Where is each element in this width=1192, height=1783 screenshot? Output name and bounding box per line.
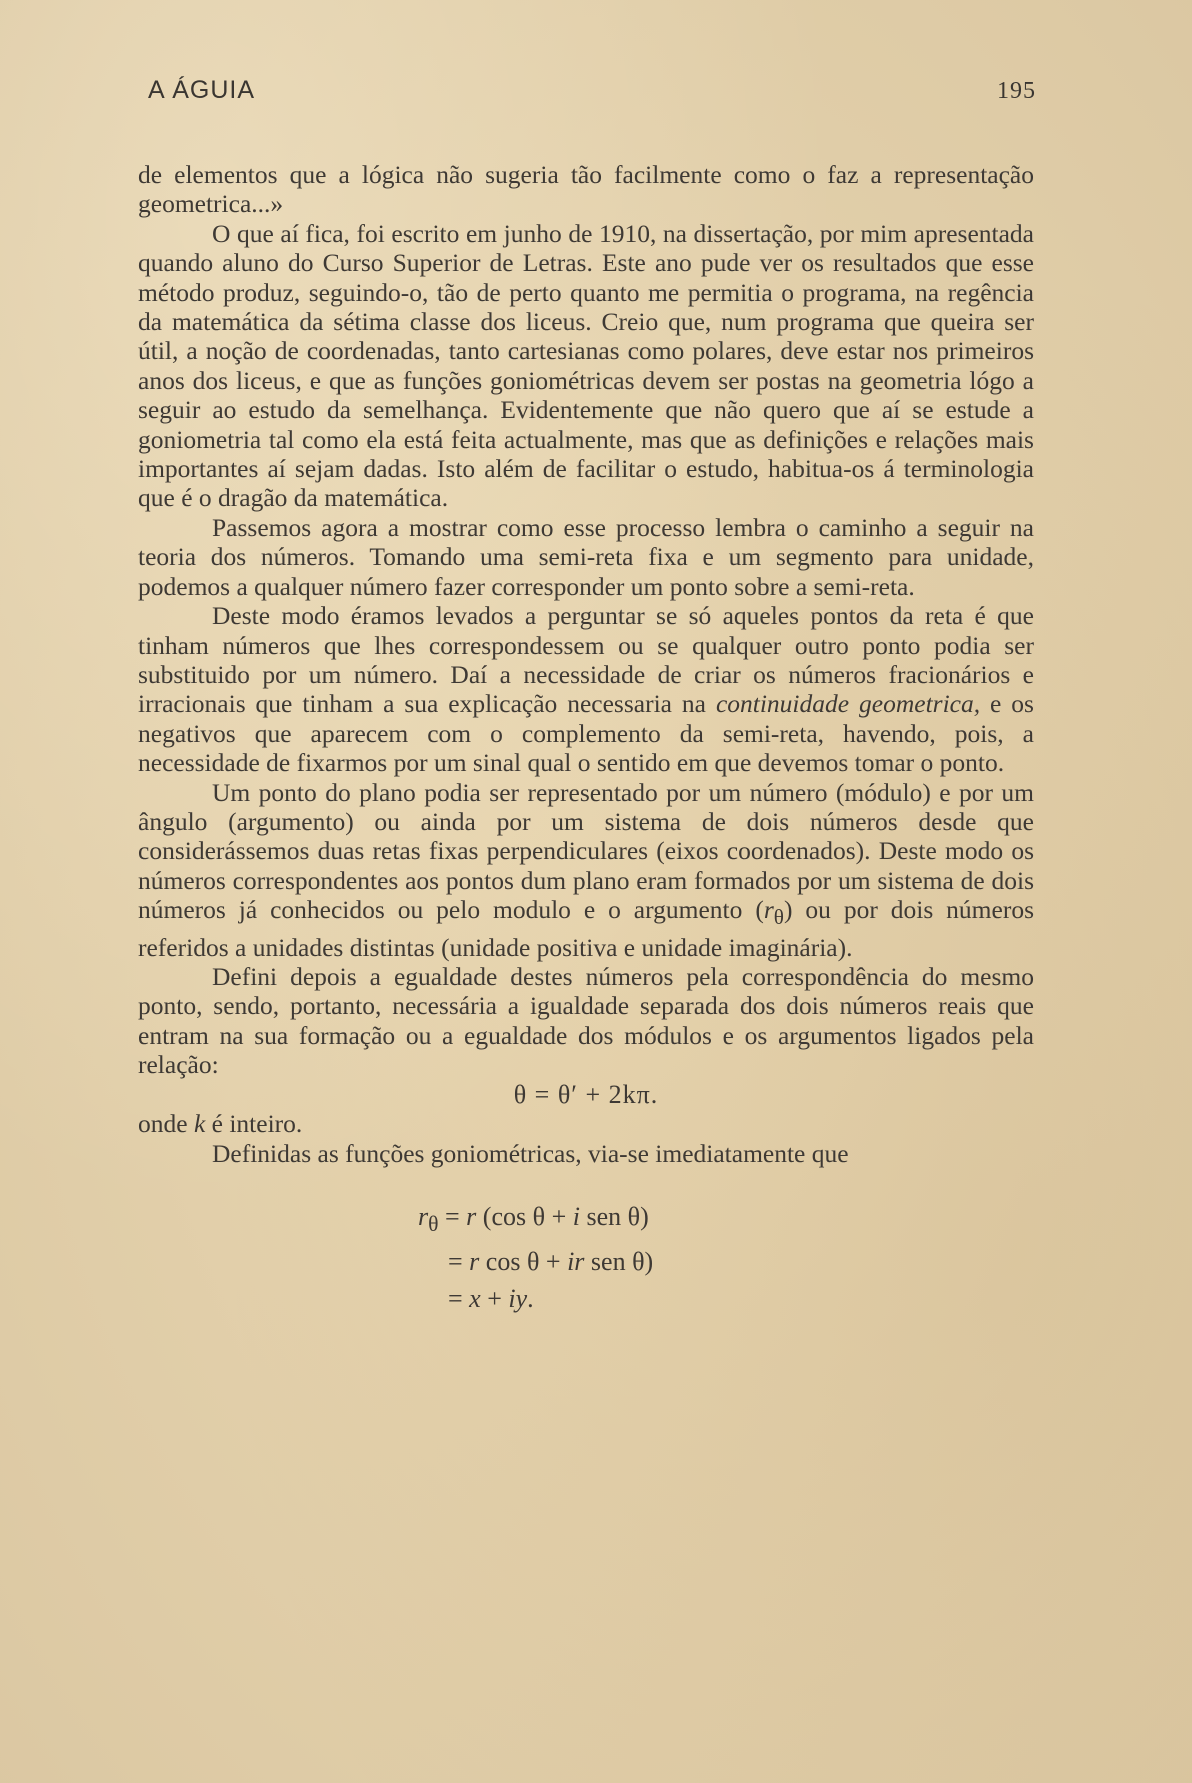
- paragraph-6: Defini depois a egualdade destes números pela correspondência do mesmo ponto, sendo, portanto, necessária a igualdade separada dos dois números reais que entram na sua formação ou a egualdade dos módulos e os argumentos ligados pela relação:: [138, 962, 1034, 1080]
- eq3-x: x: [469, 1284, 481, 1314]
- eq1-part-b: (cos θ +: [476, 1201, 573, 1231]
- eq2-part-c: sen θ): [584, 1247, 654, 1277]
- paragraph-5: [138, 778, 1034, 963]
- paragraph-1: de elementos que a lógica não sugeria tão facilmente como o faz a representação geometrica...»: [138, 160, 1034, 219]
- eq2-ir: ir: [567, 1247, 585, 1277]
- paragraph-2: O que aí fica, foi escrito em junho de 1910, na dissertação, por mim apresentada quando aluno do Curso Superior de Letras. Este ano pude ver os resultados que esse método produz, seguindo-o, tão de perto quanto me permitia o programa, na regência da matemática da sétima classe dos liceus. Creio que, num programa que queira ser útil, a noção de coordenadas, tanto cartesianas como polares, deve estar nos primeiros anos dos liceus, e que as funções goniométricas devem ser postas na geometria lógo a seguir ao estudo da semelhança. Evidentemente que não quero que aí se estude a goniometria tal como ela está feita actualmente, mas que as definições e relações mais importantes aí sejam dadas. Isto além de facilitar o estudo, habitua-os á terminologia que é o dragão da matemática.: [138, 218, 1034, 513]
- equation-block: [418, 1198, 1034, 1317]
- equation-note-before: onde: [138, 1109, 194, 1139]
- page-number: 195: [997, 78, 1036, 104]
- equation-line-3: [418, 1280, 1034, 1317]
- equation-note-var: k: [193, 1109, 206, 1139]
- eq3-part-b: +: [480, 1284, 509, 1314]
- paragraph-3: Passemos agora a mostrar como esse processo lembra o caminho a seguir na teoria dos números. Tomando uma semi-reta fixa e um segmento para unidade, podemos a qualquer número fazer corresponder um ponto sobre a semi-reta.: [138, 512, 1034, 601]
- paragraph-5-part-2: ) ou por dois números referidos a unidades distintas (unidade positiva e unidade imaginária).: [138, 895, 1035, 962]
- eq1-part-c: sen θ): [579, 1201, 649, 1231]
- eq2-r: r: [469, 1247, 480, 1277]
- eq1-lhs-sub: θ: [428, 1212, 439, 1237]
- eq1-i: i: [572, 1201, 580, 1231]
- paragraph-5-part-1: Um ponto do plano podia ser representado por um número (módulo) e por um ângulo (argumento) ou ainda por um sistema de dois números desde que considerássemos duas retas fixas perpendiculares (eixos coordenados). Deste modo os números correspondentes aos pontos dum plano eram formados por um sistema de dois números já conhecidos ou pelo modulo e o argumento (: [138, 777, 1034, 925]
- italic-phrase: continuidade geometrica,: [715, 689, 981, 719]
- equation-theta: θ = θ′ + 2kπ.: [513, 1079, 659, 1109]
- eq1-part-a: =: [438, 1201, 467, 1231]
- eq2-part-a: =: [448, 1247, 470, 1277]
- eq1-lhs: r: [418, 1201, 429, 1231]
- paragraph-final: Definidas as funções goniométricas, via-se imediatamente que: [212, 1138, 849, 1168]
- eq3-iy: iy: [508, 1284, 528, 1314]
- paragraph-4-part-2: e os negativos que aparecem com o complemento da semi-reta, havendo, pois, a necessidade de fixarmos por um sinal qual o sentido em que devemos tomar o ponto.: [138, 689, 1034, 778]
- equation-note-after: é inteiro.: [205, 1109, 303, 1139]
- eq3-part-c: .: [527, 1284, 534, 1314]
- paragraph-4-part-1: Deste modo éramos levados a perguntar se só aqueles pontos da reta é que tinham números que lhes correspondessem ou se qualquer outro ponto podia ser substituido por um número. Daí a necessidade de criar os números fracionários e irracionais que tinham a sua explicação necessaria na: [138, 601, 1034, 719]
- running-head: A ÁGUIA: [148, 76, 256, 104]
- body-text: [138, 160, 1034, 1317]
- eq3-part-a: =: [448, 1284, 470, 1314]
- paragraph-4: [138, 601, 1034, 777]
- page-header: [148, 76, 1036, 110]
- eq1-r: r: [466, 1201, 477, 1231]
- equation-line-1: [418, 1198, 1034, 1243]
- equation-note: [138, 1109, 1034, 1138]
- equation-line-2: [418, 1243, 1034, 1280]
- r-theta-subscript: θ: [773, 905, 784, 930]
- r-theta-symbol: r: [763, 895, 774, 925]
- eq2-part-b: cos θ +: [479, 1247, 568, 1277]
